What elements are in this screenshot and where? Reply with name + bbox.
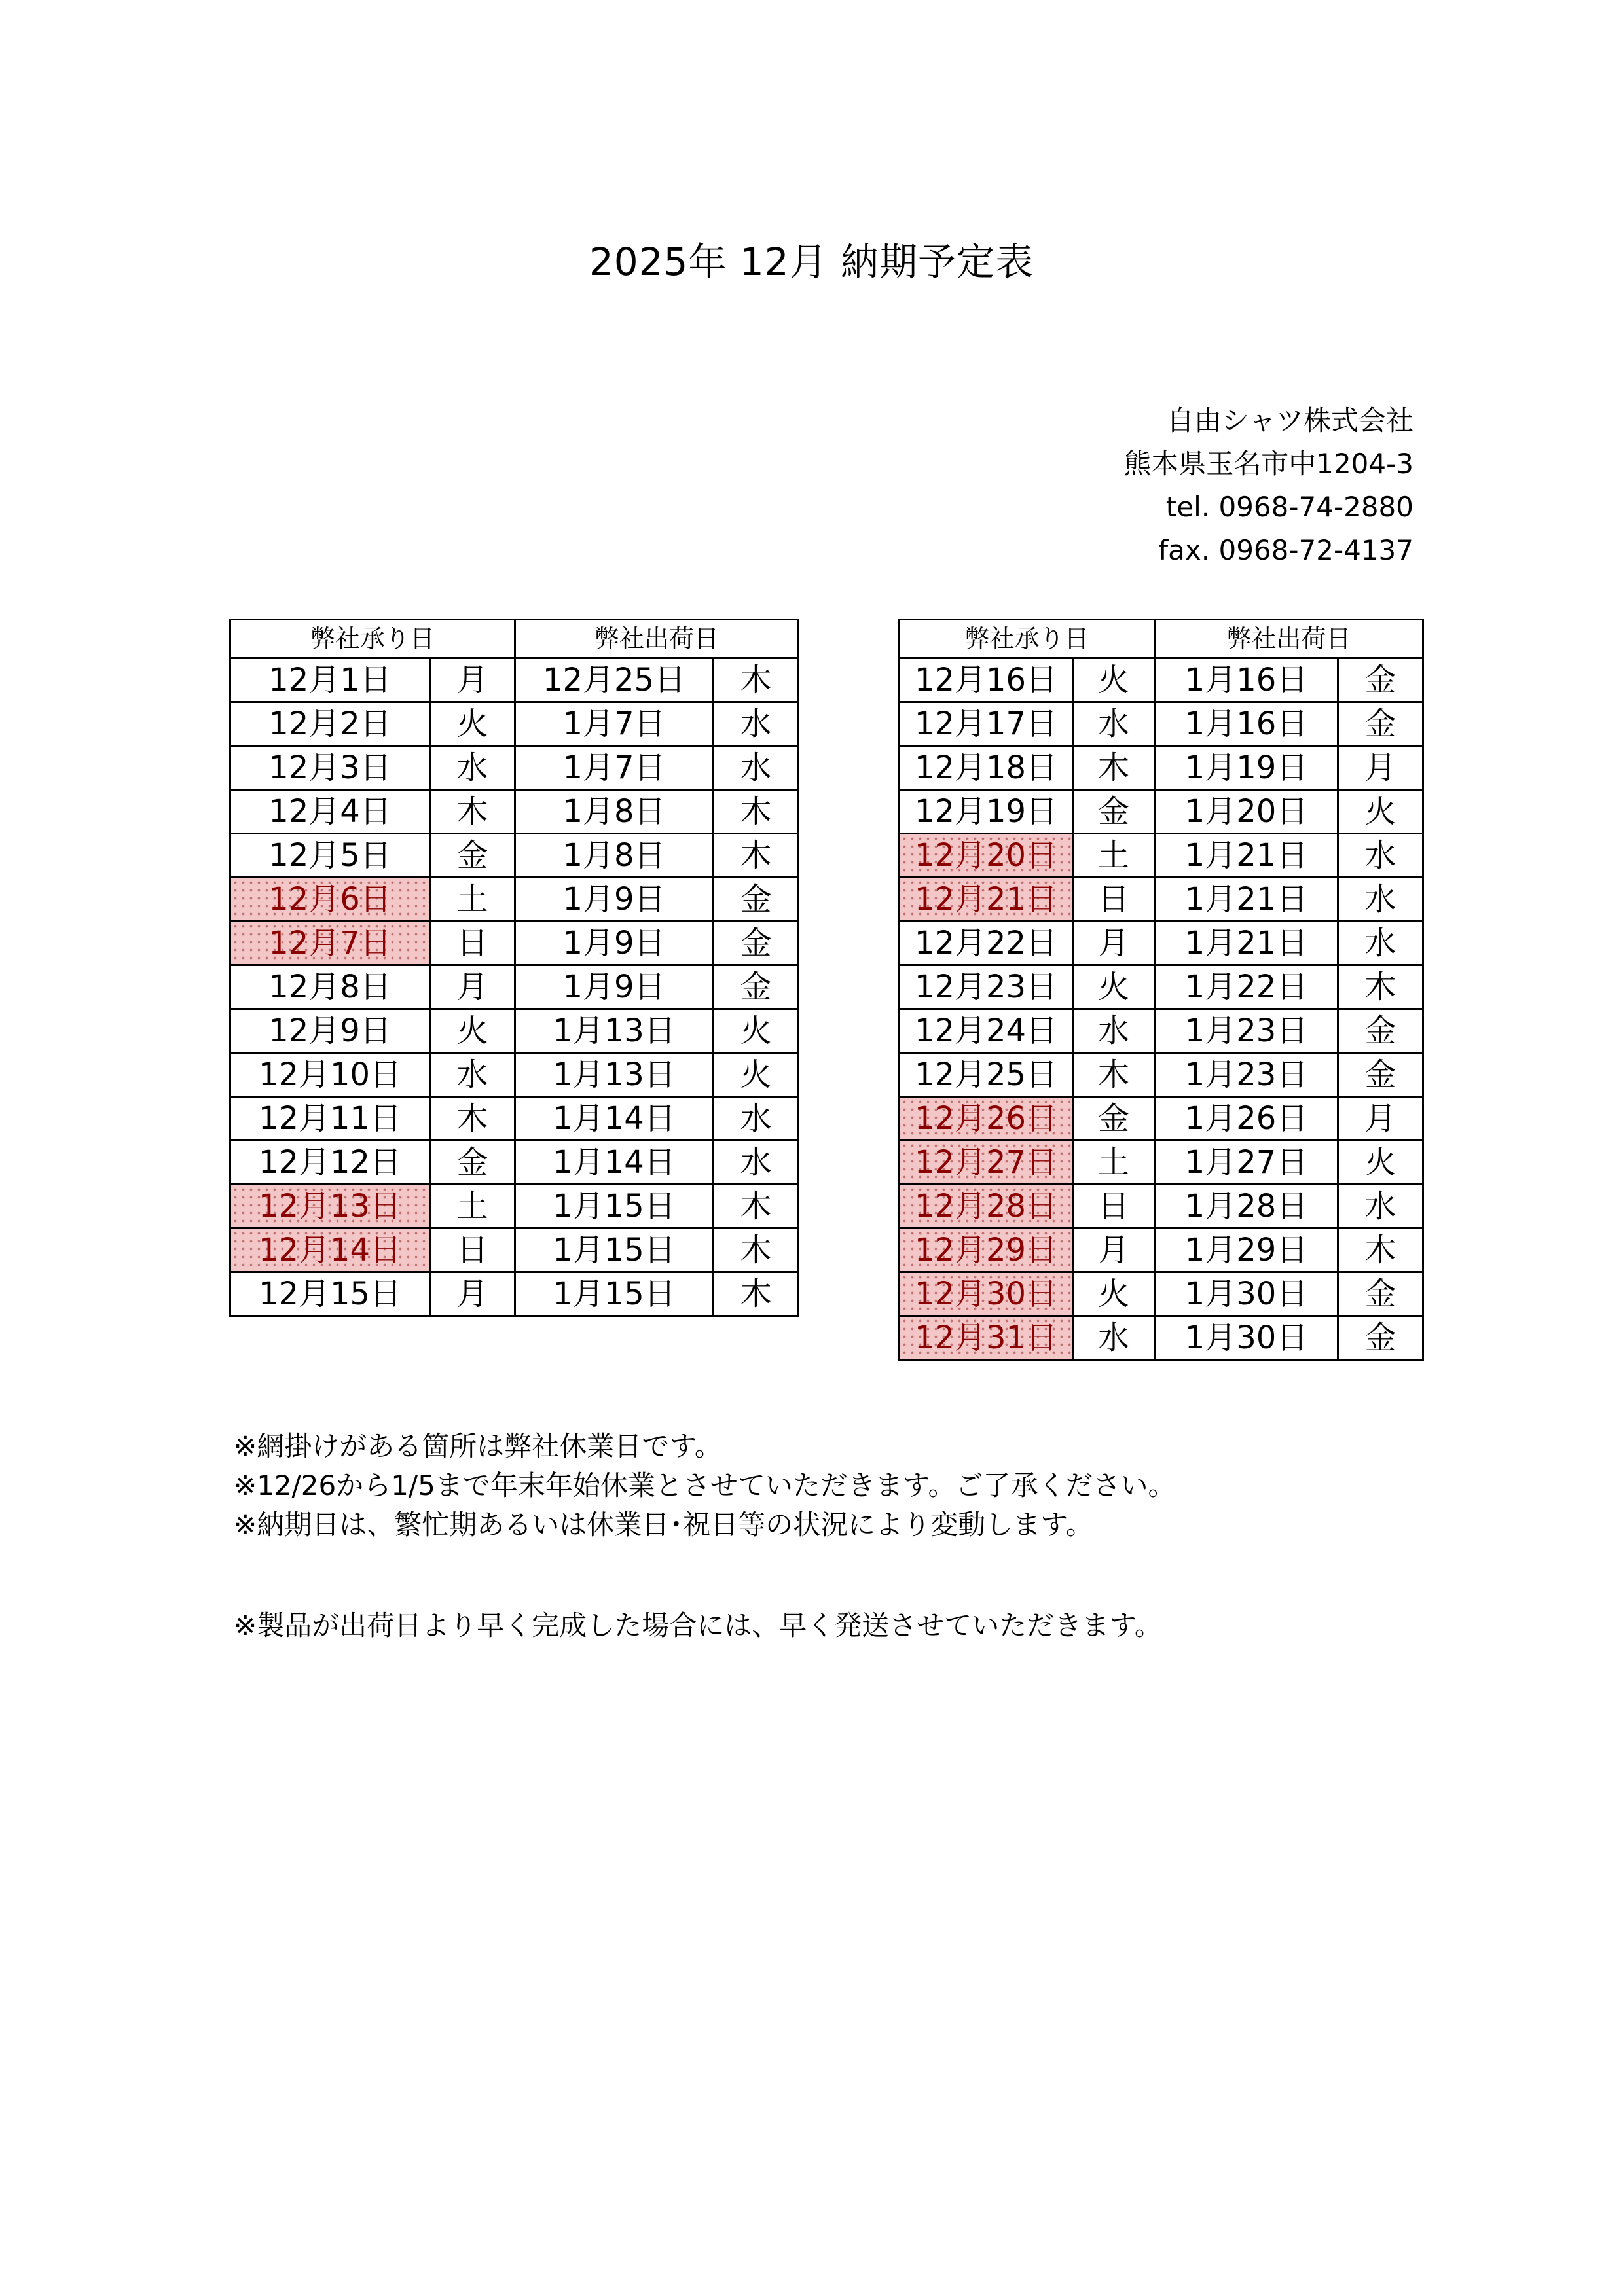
shipping-day-cell: 木 [714, 1229, 799, 1272]
table-row [900, 1316, 1423, 1360]
received-day-cell: 水 [430, 746, 515, 790]
shipping-date-cell: 12月25日 [515, 658, 714, 702]
shipping-date-cell: 1月9日 [515, 878, 714, 922]
received-date-cell: 12月4日 [230, 790, 430, 834]
received-date-cell: 12月21日 [900, 878, 1073, 922]
table-row [900, 834, 1423, 878]
table-row [900, 1053, 1423, 1097]
received-day-cell: 月 [430, 1272, 515, 1316]
shipping-day-cell: 火 [714, 1053, 799, 1097]
shipping-day-cell: 木 [1338, 965, 1423, 1009]
table-row [230, 1185, 799, 1229]
shipping-date-cell: 1月30日 [1155, 1316, 1338, 1360]
received-date-cell: 12月5日 [230, 834, 430, 878]
shipping-date-cell: 1月16日 [1155, 702, 1338, 746]
shipping-date-cell: 1月15日 [515, 1272, 714, 1316]
note-line: ※網掛けがある箇所は弊社休業日です。 [234, 1430, 722, 1462]
shipping-date-cell: 1月9日 [515, 965, 714, 1009]
notes [234, 1427, 1175, 1645]
received-date-cell: 12月13日 [230, 1185, 430, 1229]
received-date-cell: 12月31日 [900, 1316, 1073, 1360]
table-row [230, 1272, 799, 1316]
table-row [900, 1097, 1423, 1141]
shipping-date-cell: 1月14日 [515, 1097, 714, 1141]
received-date-cell: 12月14日 [230, 1229, 430, 1272]
shipping-day-cell: 水 [714, 746, 799, 790]
received-day-cell: 火 [1073, 658, 1155, 702]
received-date-cell: 12月15日 [230, 1272, 430, 1316]
shipping-date-cell: 1月26日 [1155, 1097, 1338, 1141]
shipping-day-cell: 木 [714, 1272, 799, 1316]
received-day-cell: 日 [1073, 1185, 1155, 1229]
shipping-date-cell: 1月16日 [1155, 658, 1338, 702]
received-date-cell: 12月3日 [230, 746, 430, 790]
company-fax: fax. 0968-72-4137 [1158, 534, 1413, 566]
received-date-cell: 12月19日 [900, 790, 1073, 834]
received-day-cell: 水 [1073, 1009, 1155, 1053]
received-day-cell: 火 [1073, 1272, 1155, 1316]
company-info [1123, 399, 1413, 572]
received-date-cell: 12月26日 [900, 1097, 1073, 1141]
table-row [230, 1053, 799, 1097]
received-day-cell: 日 [430, 922, 515, 965]
received-day-cell: 火 [430, 1009, 515, 1053]
shipping-date-cell: 1月14日 [515, 1141, 714, 1185]
shipping-day-cell: 金 [1338, 1272, 1423, 1316]
shipping-date-cell: 1月13日 [515, 1009, 714, 1053]
received-day-cell: 月 [430, 965, 515, 1009]
schedule-table-left [229, 619, 799, 1317]
received-date-cell: 12月20日 [900, 834, 1073, 878]
received-day-cell: 木 [430, 790, 515, 834]
table-row [900, 746, 1423, 790]
shipping-day-cell: 金 [1338, 1316, 1423, 1360]
table-row [230, 878, 799, 922]
shipping-date-cell: 1月23日 [1155, 1009, 1338, 1053]
shipping-day-cell: 金 [1338, 702, 1423, 746]
shipping-date-cell: 1月15日 [515, 1229, 714, 1272]
table-row [900, 922, 1423, 965]
received-day-cell: 金 [430, 1141, 515, 1185]
shipping-day-cell: 水 [1338, 1185, 1423, 1229]
shipping-day-cell: 水 [1338, 922, 1423, 965]
shipping-date-cell: 1月29日 [1155, 1229, 1338, 1272]
received-date-cell: 12月22日 [900, 922, 1073, 965]
company-tel: tel. 0968-74-2880 [1165, 491, 1413, 523]
table-row [230, 658, 799, 702]
received-date-cell: 12月10日 [230, 1053, 430, 1097]
table-row [900, 878, 1423, 922]
table-row [230, 1009, 799, 1053]
received-date-cell: 12月2日 [230, 702, 430, 746]
received-day-cell: 土 [1073, 1141, 1155, 1185]
shipping-date-cell: 1月13日 [515, 1053, 714, 1097]
received-date-cell: 12月8日 [230, 965, 430, 1009]
received-day-cell: 日 [430, 1229, 515, 1272]
received-date-cell: 12月24日 [900, 1009, 1073, 1053]
shipping-day-cell: 金 [714, 878, 799, 922]
received-date-cell: 12月1日 [230, 658, 430, 702]
shipping-day-cell: 水 [714, 1097, 799, 1141]
received-date-cell: 12月29日 [900, 1229, 1073, 1272]
table-row [230, 922, 799, 965]
shipping-date-cell: 1月22日 [1155, 965, 1338, 1009]
shipping-day-cell: 木 [1338, 1229, 1423, 1272]
shipping-day-cell: 水 [1338, 878, 1423, 922]
shipping-day-cell: 木 [714, 834, 799, 878]
received-day-cell: 木 [1073, 1053, 1155, 1097]
received-day-cell: 木 [430, 1097, 515, 1141]
received-day-cell: 月 [430, 658, 515, 702]
received-date-cell: 12月18日 [900, 746, 1073, 790]
table-row [230, 834, 799, 878]
shipping-day-cell: 月 [1338, 746, 1423, 790]
received-date-cell: 12月6日 [230, 878, 430, 922]
received-day-cell: 金 [1073, 790, 1155, 834]
table-row [900, 1272, 1423, 1316]
shipping-day-cell: 金 [714, 922, 799, 965]
page-title: 2025年 12月 納期予定表 [589, 240, 1034, 284]
received-day-cell: 金 [430, 834, 515, 878]
shipping-day-cell: 金 [1338, 658, 1423, 702]
shipping-day-cell: 火 [1338, 1141, 1423, 1185]
table-row [230, 746, 799, 790]
table-row [230, 702, 799, 746]
table-row [900, 790, 1423, 834]
shipping-day-cell: 火 [1338, 790, 1423, 834]
shipping-date-cell: 1月23日 [1155, 1053, 1338, 1097]
received-date-cell: 12月7日 [230, 922, 430, 965]
received-date-cell: 12月12日 [230, 1141, 430, 1185]
shipping-day-cell: 水 [714, 702, 799, 746]
shipping-day-cell: 水 [714, 1141, 799, 1185]
received-day-cell: 水 [1073, 702, 1155, 746]
note-line: ※12/26から1/5まで年末年始休業とさせていただきます。ご了承ください。 [234, 1469, 1176, 1501]
received-day-cell: 土 [1073, 834, 1155, 878]
shipping-date-cell: 1月7日 [515, 746, 714, 790]
shipping-date-cell: 1月9日 [515, 922, 714, 965]
shipping-day-cell: 木 [714, 790, 799, 834]
table-row [900, 658, 1423, 702]
shipping-day-cell: 火 [714, 1009, 799, 1053]
received-day-cell: 水 [1073, 1316, 1155, 1360]
shipping-date-cell: 1月27日 [1155, 1141, 1338, 1185]
shipping-date-cell: 1月21日 [1155, 878, 1338, 922]
shipping-day-cell: 木 [714, 658, 799, 702]
received-day-cell: 木 [1073, 746, 1155, 790]
table-row [230, 1141, 799, 1185]
received-day-cell: 金 [1073, 1097, 1155, 1141]
shipping-date-cell: 1月30日 [1155, 1272, 1338, 1316]
shipping-date-cell: 1月15日 [515, 1185, 714, 1229]
shipping-day-cell: 木 [714, 1185, 799, 1229]
table-row [230, 790, 799, 834]
note-line: ※納期日は、繁忙期あるいは休業日･祝日等の状況により変動します。 [234, 1509, 1093, 1541]
received-date-cell: 12月9日 [230, 1009, 430, 1053]
table-row [900, 965, 1423, 1009]
received-date-cell: 12月27日 [900, 1141, 1073, 1185]
table-header-row [900, 620, 1423, 658]
table-row [900, 1141, 1423, 1185]
shipping-day-cell: 金 [1338, 1053, 1423, 1097]
received-day-cell: 土 [430, 1185, 515, 1229]
shipping-date-cell: 1月20日 [1155, 790, 1338, 834]
schedule-table-right [898, 619, 1424, 1361]
received-date-cell: 12月23日 [900, 965, 1073, 1009]
shipping-date-cell: 1月21日 [1155, 834, 1338, 878]
received-date-cell: 12月11日 [230, 1097, 430, 1141]
shipping-day-cell: 水 [1338, 834, 1423, 878]
company-name: 自由シャツ株式会社 [1166, 404, 1413, 437]
shipping-day-cell: 金 [714, 965, 799, 1009]
received-day-cell: 月 [1073, 922, 1155, 965]
received-day-cell: 火 [1073, 965, 1155, 1009]
shipping-date-cell: 1月8日 [515, 790, 714, 834]
shipping-day-cell: 金 [1338, 1009, 1423, 1053]
shipping-date-cell: 1月28日 [1155, 1185, 1338, 1229]
note-extra: ※製品が出荷日より早く完成した場合には、早く発送させていただきます。 [234, 1609, 1162, 1641]
received-date-cell: 12月25日 [900, 1053, 1073, 1097]
header-received: 弊社承り日 [900, 620, 1155, 658]
header-shipping: 弊社出荷日 [1155, 620, 1423, 658]
table-row [230, 1229, 799, 1272]
received-day-cell: 日 [1073, 878, 1155, 922]
table-header-row [230, 620, 799, 658]
company-address: 熊本県玉名市中1204-3 [1123, 448, 1413, 480]
received-day-cell: 火 [430, 702, 515, 746]
table-row [230, 965, 799, 1009]
received-date-cell: 12月28日 [900, 1185, 1073, 1229]
shipping-day-cell: 月 [1338, 1097, 1423, 1141]
received-day-cell: 水 [430, 1053, 515, 1097]
table-row [900, 1185, 1423, 1229]
shipping-date-cell: 1月19日 [1155, 746, 1338, 790]
header-shipping: 弊社出荷日 [515, 620, 799, 658]
table-row [900, 702, 1423, 746]
table-row [900, 1009, 1423, 1053]
received-day-cell: 月 [1073, 1229, 1155, 1272]
received-day-cell: 土 [430, 878, 515, 922]
received-date-cell: 12月17日 [900, 702, 1073, 746]
header-received: 弊社承り日 [230, 620, 515, 658]
received-date-cell: 12月16日 [900, 658, 1073, 702]
table-row [900, 1229, 1423, 1272]
shipping-date-cell: 1月21日 [1155, 922, 1338, 965]
table-row [230, 1097, 799, 1141]
shipping-date-cell: 1月7日 [515, 702, 714, 746]
received-date-cell: 12月30日 [900, 1272, 1073, 1316]
shipping-date-cell: 1月8日 [515, 834, 714, 878]
